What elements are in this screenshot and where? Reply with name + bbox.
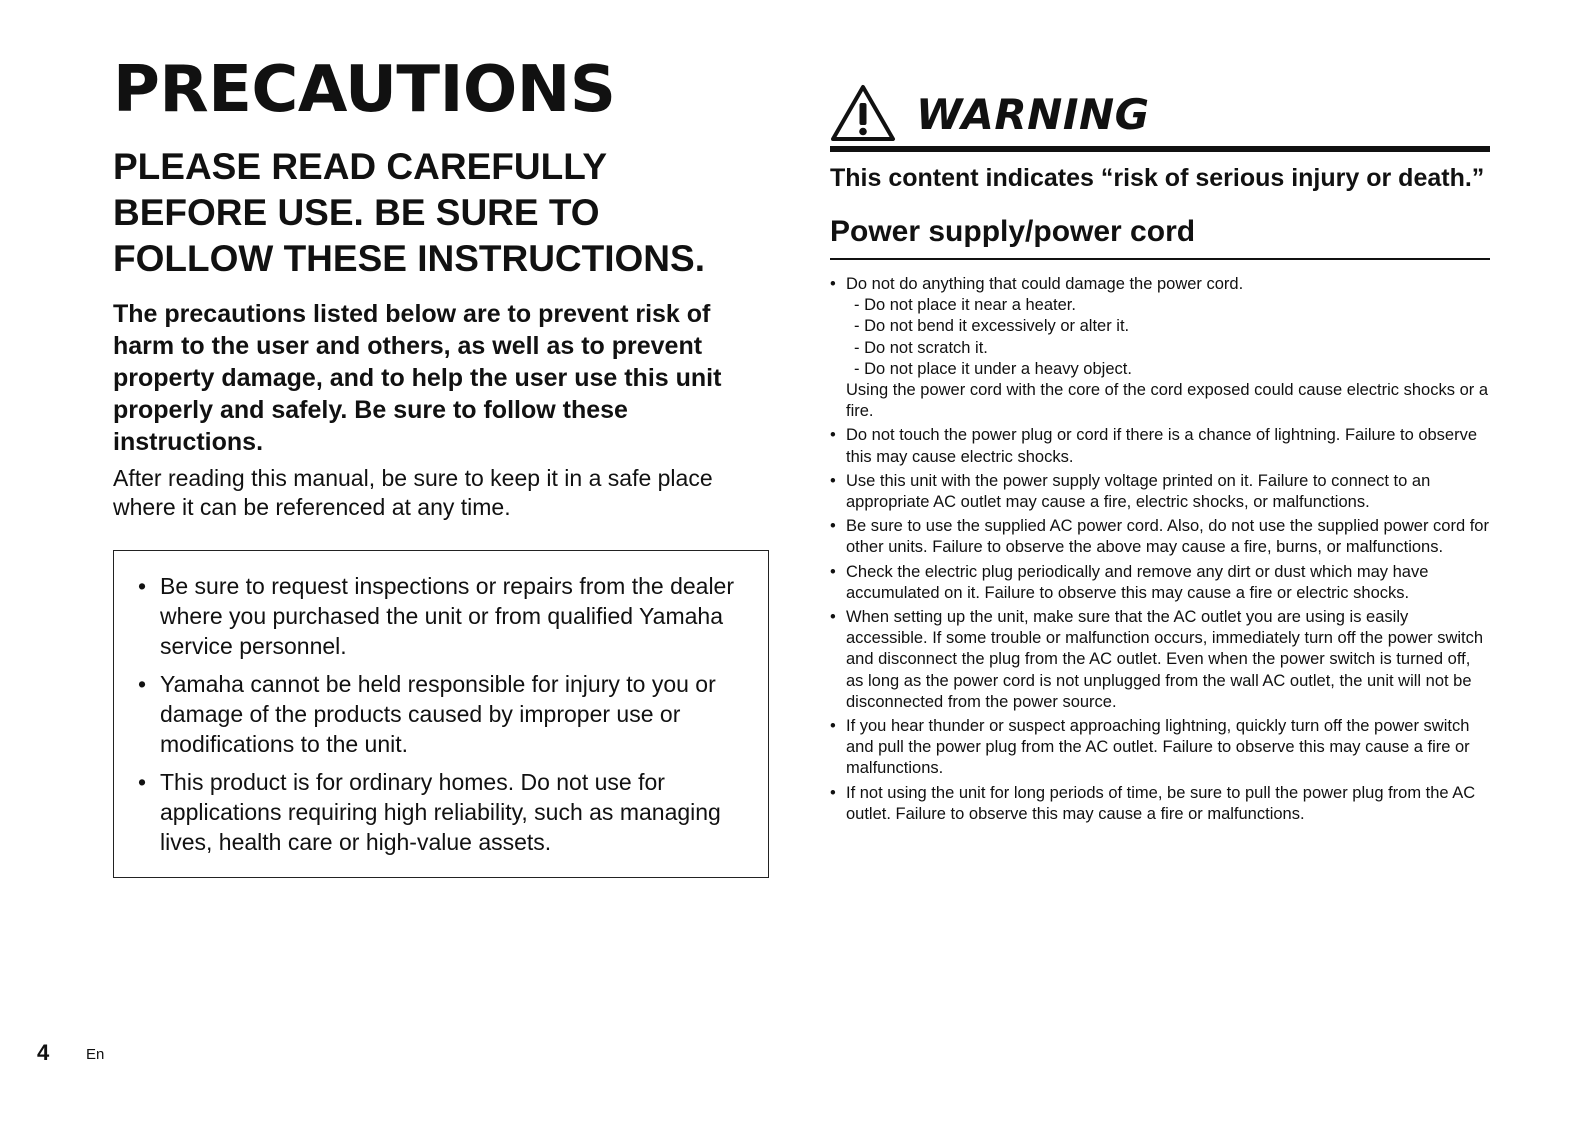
bullet-dot: • [830, 562, 836, 581]
bullet-text: Do not touch the power plug or cord if there is a chance of lightning. Failure to observe this may cause electric shocks. [846, 426, 1478, 466]
bullet-text: If not using the unit for long periods of time, be sure to pull the power plug from the AC outlet. Failure to observe this may cause a fire or malfunctions. [846, 783, 1476, 823]
warning-header [830, 80, 1490, 142]
warning-description: This content indicates “risk of serious injury or death.” [830, 164, 1485, 192]
bullet-dot: • [138, 671, 147, 697]
sub-item: - Do not bend it excessively or alter it. [854, 317, 1130, 336]
notice-item [138, 669, 744, 759]
warning-divider [830, 146, 1490, 152]
bullet-item [830, 562, 1490, 604]
intro-normal-text: After reading this manual, be sure to keep it in a safe place where it can be referenced at any time. [113, 465, 713, 520]
intro-bold-text: The precautions listed below are to prevent risk of harm to the user and others, as well as to prevent property damage, and to help the user use this unit properly and safely. Be sure to follow these instructions. [113, 300, 722, 456]
bullet-text: If you hear thunder or suspect approaching lightning, quickly turn off the power switch and pull the power plug from the AC outlet. Failure to observe this may cause a fire or malfunctions. [846, 717, 1470, 778]
bullet-dot: • [830, 608, 836, 627]
bullet-item [830, 471, 1490, 513]
warning-column [830, 80, 1490, 828]
bullet-item [830, 716, 1490, 780]
section-divider [830, 258, 1490, 260]
bullet-dot: • [830, 426, 836, 445]
bullet-item [830, 425, 1490, 467]
language-code: En [86, 1046, 105, 1063]
notice-item-text: This product is for ordinary homes. Do not use for applications requiring high reliability, such as managing lives, health care or high-value assets. [160, 769, 721, 855]
notice-item [138, 767, 744, 857]
bullet-dot: • [830, 783, 836, 802]
notice-box [113, 550, 769, 878]
page-number: 4 [37, 1040, 50, 1065]
section-title: Power supply/power cord [830, 215, 1196, 248]
subheading-line: BEFORE USE. BE SURE TO [113, 192, 600, 233]
bullet-text: Be sure to use the supplied AC power cord. Also, do not use the supplied power cord for other units. Failure to observe the above may cause a fire, burns, or malfunctions. [846, 517, 1489, 557]
page-title: PRECAUTIONS [113, 53, 616, 127]
bullet-dot: • [138, 769, 147, 795]
read-carefully-heading [113, 144, 773, 282]
warning-title: WARNING [916, 90, 1150, 139]
notice-item [138, 571, 744, 661]
bullet-item [830, 274, 1490, 422]
sub-item: - Do not place it near a heater. [854, 296, 1076, 315]
warning-triangle-icon [830, 84, 896, 142]
precautions-column [113, 53, 773, 878]
subheading-line: PLEASE READ CAREFULLY [113, 146, 608, 187]
sub-item: - Do not scratch it. [854, 338, 988, 357]
notice-item-text: Be sure to request inspections or repairs from the dealer where you purchased the unit or from qualified Yamaha service personnel. [160, 573, 735, 659]
bullet-text: Use this unit with the power supply voltage printed on it. Failure to connect to an appropriate AC outlet may cause a fire, electric shocks, or malfunctions. [846, 471, 1431, 512]
bullet-item [830, 783, 1490, 825]
bullet-dot: • [138, 573, 147, 599]
bullet-item [830, 607, 1490, 713]
sub-item: - Do not place it under a heavy object. [854, 359, 1132, 378]
bullet-dot: • [830, 517, 836, 536]
power-supply-bullets [830, 274, 1490, 825]
bullet-item [830, 516, 1490, 558]
bullet-dot: • [830, 471, 836, 490]
notice-item-text: Yamaha cannot be held responsible for injury to you or damage of the products caused by improper use or modifications to the unit. [160, 671, 716, 757]
bullet-text: Check the electric plug periodically and remove any dirt or dust which may have accumulated on it. Failure to observe this may cause a fire or electric shocks. [846, 562, 1429, 602]
bullet-after-text: Using the power cord with the core of the cord exposed could cause electric shocks or a fire. [846, 381, 1489, 421]
bullet-text: Do not do anything that could damage the power cord. [846, 275, 1244, 293]
bullet-dot: • [830, 717, 836, 736]
subheading-line: FOLLOW THESE INSTRUCTIONS. [113, 238, 705, 279]
bullet-dot: • [830, 275, 836, 293]
bullet-text: When setting up the unit, make sure that the AC outlet you are using is easily accessible. If some trouble or malfunction occurs, immediately turn off the power switch and disconnect the plug from the AC outlet. Even when the power switch is turned off, as long as the power cord is not unplugged from the wall AC outlet, the unit will not be disconnected from the power source. [846, 608, 1484, 711]
